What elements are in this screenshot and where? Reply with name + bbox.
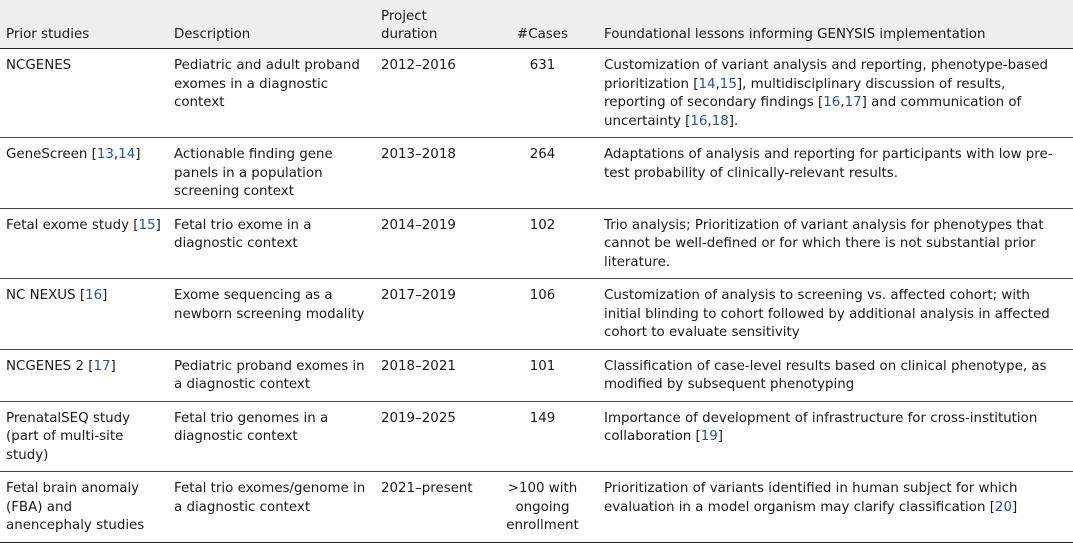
cell-text: Customization of analysis to screening vs. affected cohort; with initial blinding to cohort followed by additional analysis in affected cohort to evaluate sensitivity <box>604 288 1050 340</box>
cell-lessons <box>598 138 1073 209</box>
cell-lessons <box>598 49 1073 138</box>
cell-cases: 264 <box>487 138 598 209</box>
cell-text: ] <box>102 288 108 303</box>
cell-lessons <box>598 401 1073 472</box>
citation-link[interactable]: 14 <box>698 76 716 92</box>
cell-text: , <box>840 95 845 110</box>
cell-duration: 2012–2016 <box>375 49 487 138</box>
cell-study <box>0 349 168 401</box>
cell-description: Fetal trio exomes/genome in a diagnostic context <box>168 472 375 543</box>
cell-text: ] <box>110 358 116 374</box>
table-row <box>0 349 1073 401</box>
table-row <box>0 279 1073 350</box>
cell-text: ] <box>155 217 161 233</box>
table-body <box>0 49 1073 543</box>
table-row <box>0 138 1073 209</box>
citation-link[interactable]: 20 <box>994 499 1012 515</box>
cell-study <box>0 138 168 209</box>
cell-text: Classification of case-level results based on clinical phenotype, as modified by subsequent phenotyping <box>604 358 1047 392</box>
cell-lessons <box>598 279 1073 350</box>
cell-cases: 149 <box>487 401 598 472</box>
table-row <box>0 208 1073 279</box>
cell-description: Fetal trio exome in a diagnostic context <box>168 208 375 279</box>
cell-text: Customization of variant analysis and reporting, phenotype-based prioritization [ <box>604 58 1048 92</box>
cell-text: NCGENES <box>6 58 72 73</box>
cell-text: NC NEXUS [ <box>6 288 86 303</box>
cell-text: NCGENES 2 [ <box>6 358 94 374</box>
citation-link[interactable]: 16 <box>823 95 841 110</box>
header-cases: #Cases <box>487 0 598 49</box>
cell-description: Pediatric proband exomes in a diagnostic context <box>168 349 375 401</box>
header-prior-studies: Prior studies <box>0 0 168 49</box>
cell-text: Fetal brain anomaly (FBA) and anencephaly studies <box>6 481 145 533</box>
cell-text: ] and communication of uncertainty [ <box>604 95 1022 129</box>
cell-description: Exome sequencing as a newborn screening modality <box>168 279 375 350</box>
cell-study <box>0 49 168 138</box>
cell-lessons <box>598 208 1073 279</box>
citation-link[interactable]: 19 <box>700 429 718 444</box>
cell-study <box>0 208 168 279</box>
cell-text: PrenatalSEQ study (part of multi-site study) <box>6 410 131 463</box>
cell-text: ] <box>1011 499 1018 515</box>
cell-cases: 631 <box>487 49 598 138</box>
cell-duration: 2013–2018 <box>375 138 487 209</box>
citation-link[interactable]: 14 <box>118 147 136 162</box>
cell-study <box>0 472 168 543</box>
cell-lessons <box>598 349 1073 401</box>
table-row <box>0 49 1073 138</box>
cell-text: , <box>113 147 119 162</box>
cell-cases: 106 <box>487 279 598 350</box>
cell-text: Trio analysis; Prioritization of variant analysis for phenotypes that cannot be well-defined or for which there is not substantial prior literature. <box>604 217 1044 270</box>
header-row <box>0 0 1073 49</box>
citation-link[interactable]: 15 <box>138 217 156 233</box>
header-duration: Project duration <box>375 0 487 49</box>
cell-duration: 2021–present <box>375 472 487 543</box>
header-description: Description <box>168 0 375 49</box>
cell-description: Pediatric and adult proband exomes in a diagnostic context <box>168 49 375 138</box>
table-row <box>0 472 1073 543</box>
cell-text: ]. <box>728 113 739 129</box>
header-lessons: Foundational lessons informing GENYSIS implementation <box>598 0 1073 49</box>
cell-cases: 102 <box>487 208 598 279</box>
citation-link[interactable]: 16 <box>85 288 103 303</box>
cell-cases: 101 <box>487 349 598 401</box>
cell-lessons <box>598 472 1073 543</box>
cell-text: Importance of development of infrastructure for cross-institution collaboration [ <box>604 410 1038 444</box>
cell-cases: >100 with ongoing enrollment <box>487 472 598 543</box>
cell-text: , <box>715 76 720 92</box>
cell-description: Fetal trio genomes in a diagnostic context <box>168 401 375 472</box>
citation-link[interactable]: 13 <box>96 147 114 162</box>
cell-duration: 2019–2025 <box>375 401 487 472</box>
cell-description: Actionable finding gene panels in a population screening context <box>168 138 375 209</box>
cell-text: ] <box>135 147 141 162</box>
cell-study <box>0 279 168 350</box>
citation-link[interactable]: 17 <box>844 95 862 110</box>
table-row <box>0 401 1073 472</box>
cell-text: ] <box>717 429 724 444</box>
cell-duration: 2018–2021 <box>375 349 487 401</box>
citation-link[interactable]: 18 <box>711 113 729 129</box>
cell-text: ], multidisciplinary discussion of results, reporting of secondary findings [ <box>604 76 1006 110</box>
cell-text: GeneScreen [ <box>6 147 97 162</box>
citation-link[interactable]: 17 <box>93 358 111 374</box>
citation-link[interactable]: 15 <box>719 76 737 92</box>
cell-text: Adaptations of analysis and reporting for participants with low pre-test probability of clinically-relevant results. <box>604 147 1053 181</box>
cell-duration: 2014–2019 <box>375 208 487 279</box>
cell-text: , <box>707 113 712 129</box>
cell-text: Fetal exome study [ <box>6 217 139 233</box>
cell-text: Prioritization of variants identified in human subject for which evaluation in a model organism may clarify classification [ <box>604 481 1018 515</box>
table-header <box>0 0 1073 49</box>
citation-link[interactable]: 16 <box>690 113 708 129</box>
cell-duration: 2017–2019 <box>375 279 487 350</box>
cell-study <box>0 401 168 472</box>
